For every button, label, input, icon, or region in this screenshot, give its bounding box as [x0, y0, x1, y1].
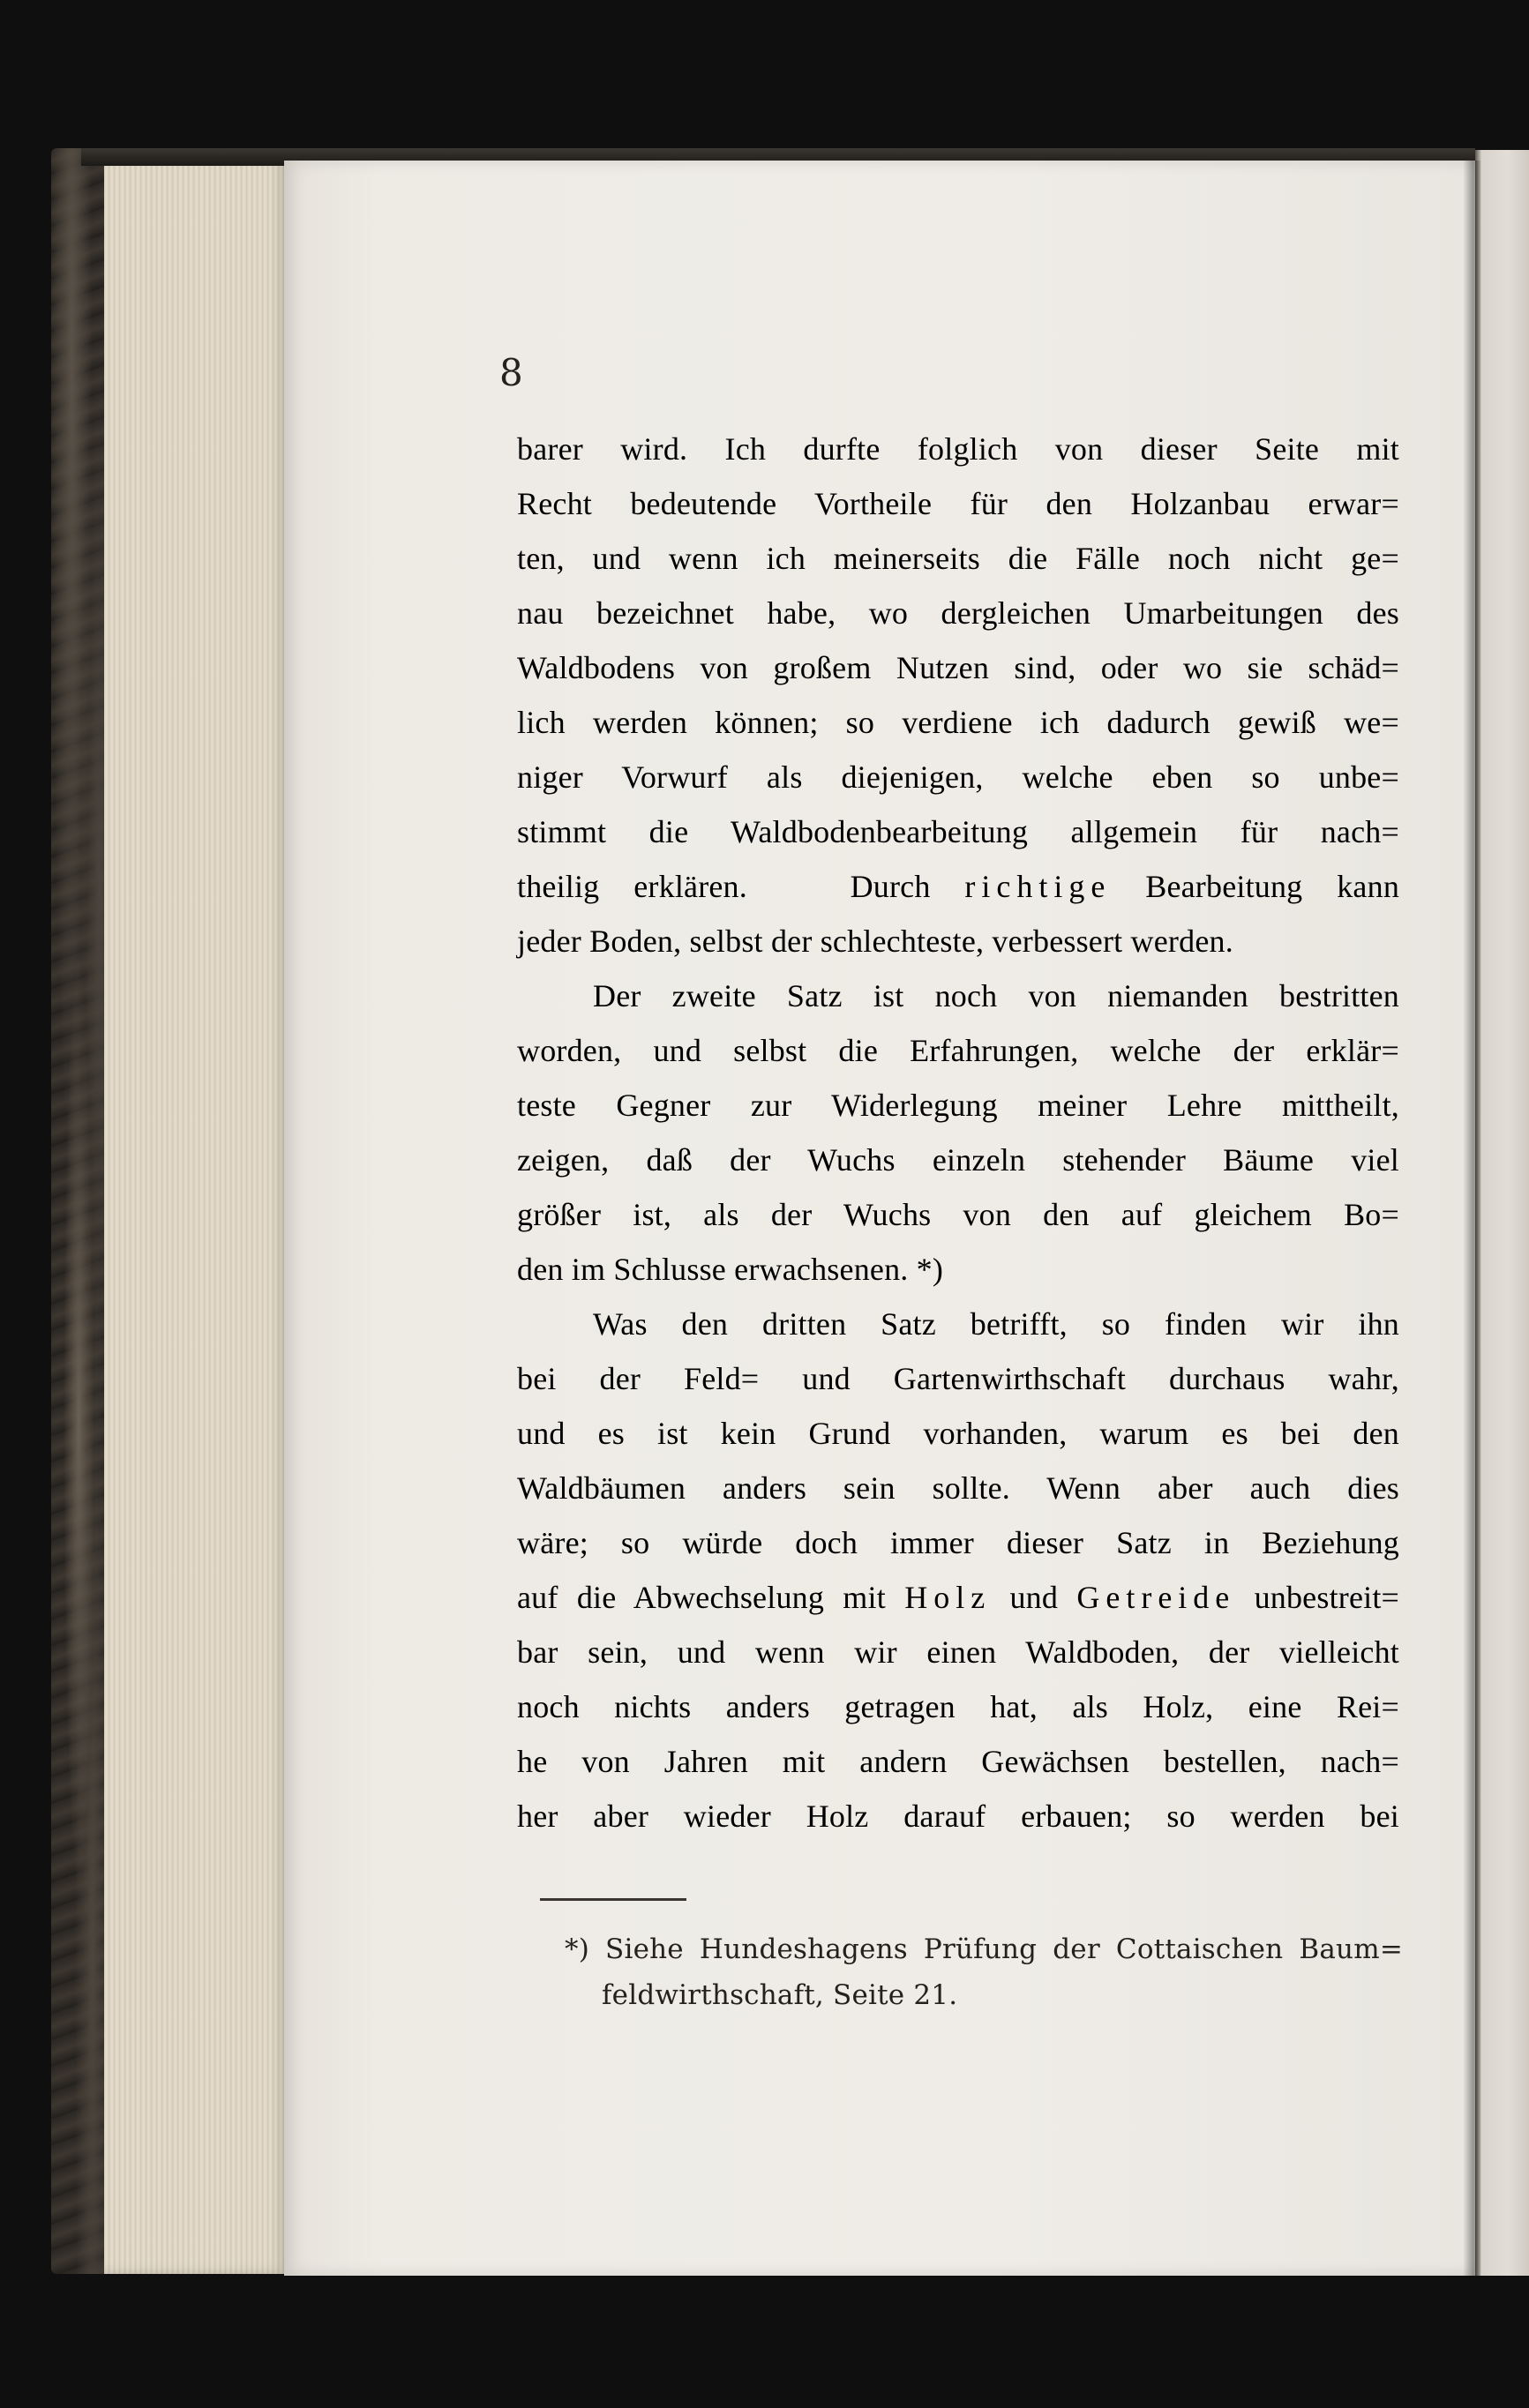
text-line: barer wird. Ich durfte folglich von dieser Seite mit	[517, 431, 1399, 467]
text-line: her aber wieder Holz darauf erbauen; so werden bei	[517, 1799, 1399, 1834]
text-line: wäre; so würde doch immer dieser Satz in Beziehung	[517, 1525, 1399, 1560]
text-line: ten, und wenn ich meinerseits die Fälle noch nicht ge=	[517, 541, 1399, 576]
text-line: Der zweite Satz ist noch von niemanden bestritten	[593, 978, 1399, 1013]
body-text	[517, 422, 1399, 1843]
text-fragment: Bearbeitung kann	[1145, 869, 1400, 904]
text-line: den im Schlusse erwachsenen. *)	[517, 1252, 944, 1287]
page-number: 8	[499, 351, 523, 394]
text-fragment: unbestreit=	[1254, 1580, 1400, 1615]
text-line: worden, und selbst die Erfahrungen, welche der erklär=	[517, 1033, 1399, 1068]
text-line: teste Gegner zur Widerlegung meiner Lehre mittheilt,	[517, 1088, 1399, 1123]
page-block-edges	[104, 157, 289, 2274]
text-line: he von Jahren mit andern Gewächsen bestellen, nach=	[517, 1744, 1399, 1779]
text-line: stimmt die Waldbodenbearbeitung allgemein für nach=	[517, 814, 1399, 849]
text-line: Was den dritten Satz betrifft, so finden wir ihn	[593, 1306, 1399, 1342]
text-fragment: auf die Abwechselung mit	[517, 1580, 886, 1615]
text-line: bei der Feld= und Gartenwirthschaft durchaus wahr,	[517, 1361, 1399, 1396]
emphasized-word: Getreide	[1076, 1580, 1236, 1615]
page-gutter-shadow	[1463, 161, 1480, 2276]
emphasized-word: richtige	[964, 869, 1112, 904]
text-line: bar sein, und wenn wir einen Waldboden, der vielleicht	[517, 1634, 1399, 1670]
text-fragment: Durch	[850, 869, 931, 904]
text-fragment: und	[1009, 1580, 1059, 1615]
text-line: nau bezeichnet habe, wo dergleichen Umarbeitungen des	[517, 595, 1399, 631]
text-line: jeder Boden, selbst der schlechteste, verbessert werden.	[517, 924, 1233, 959]
text-line: Recht bedeutende Vortheile für den Holzanbau erwar=	[517, 486, 1399, 521]
text-line: und es ist kein Grund vorhanden, warum es bei den	[517, 1416, 1399, 1451]
footnote-rule	[540, 1898, 686, 1901]
facing-page-edge	[1475, 150, 1529, 2276]
text-line	[517, 1570, 1399, 1625]
footnote-line: feldwirthschaft, Seite 21.	[602, 1979, 958, 2011]
footnote-line: *) Siehe Hundeshagens Prüfung der Cottaischen Baum=	[565, 1933, 1403, 1965]
text-line: Waldbäumen anders sein sollte. Wenn aber auch dies	[517, 1470, 1399, 1506]
text-line: größer ist, als der Wuchs von den auf gleichem Bo=	[517, 1197, 1399, 1232]
text-line: Waldbodens von großem Nutzen sind, oder wo sie schäd=	[517, 650, 1399, 685]
text-line: niger Vorwurf als diejenigen, welche eben so unbe=	[517, 759, 1399, 795]
text-line	[517, 859, 1399, 914]
text-fragment: theilig erklären.	[517, 869, 747, 904]
footnote	[565, 1926, 1403, 2018]
text-line: lich werden können; so verdiene ich dadurch gewiß we=	[517, 705, 1399, 740]
text-line: noch nichts anders getragen hat, als Holz, eine Rei=	[517, 1689, 1399, 1724]
text-line: zeigen, daß der Wuchs einzeln stehender Bäume viel	[517, 1142, 1399, 1178]
emphasized-word: Holz	[904, 1580, 992, 1615]
